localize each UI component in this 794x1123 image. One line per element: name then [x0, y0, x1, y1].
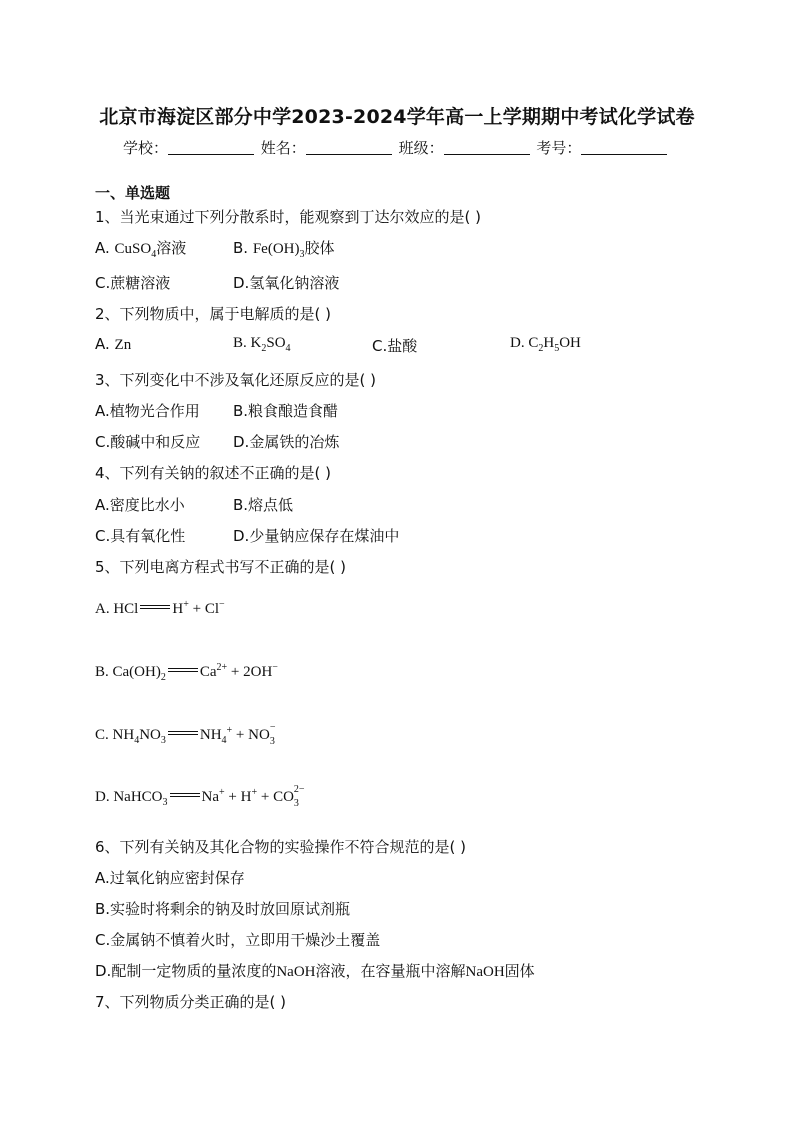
q2-option-a: A. Zn [95, 335, 132, 353]
exam-number-label: 考号： [536, 139, 582, 157]
q5-option-c: C. $NH_4NO_3$ $NH_4^+$ + NO − 3 [95, 727, 278, 744]
question-3-stem: 3、下列变化中不涉及氧化还原反应的是( ) [95, 371, 377, 389]
q3-option-c: C.酸碱中和反应 [95, 433, 201, 451]
section-heading: 一、单选题 [95, 184, 171, 202]
q2-option-b: B. $K_2SO_4$ [233, 335, 291, 354]
question-1-stem: 1、当光束通过下列分散系时，能观察到丁达尔效应的是( ) [95, 208, 482, 226]
student-info-row [123, 137, 669, 158]
exam-title: 北京市海淀区部分中学2023-2024学年高一上学期期中考试化学试卷 [99, 106, 695, 128]
exam-number-blank [581, 140, 667, 155]
q1-option-b: B. $Fe(OH)_3$胶体 [233, 239, 335, 260]
stacked-scripts: − 3 [269, 722, 276, 747]
page-title [0, 102, 794, 129]
question-6-stem: 6、下列有关钠及其化合物的实验操作不符合规范的是( ) [95, 838, 467, 856]
q4-option-b: B.熔点低 [233, 496, 294, 514]
q6-option-d: D.配制一定物质的量浓度的NaOH溶液，在容量瓶中溶解NaOH固体 [95, 962, 535, 980]
q3-option-b: B.粮食酿造食醋 [233, 402, 339, 420]
q6-option-b: B.实验时将剩余的钠及时放回原试剂瓶 [95, 900, 351, 918]
equation-arrow [168, 668, 198, 672]
school-label: 学校： [123, 139, 169, 157]
stacked-scripts: 2− 3 [293, 784, 305, 809]
equation-arrow [170, 793, 200, 797]
question-4-stem: 4、下列有关钠的叙述不正确的是( ) [95, 464, 332, 482]
q4-option-c: C.具有氧化性 [95, 527, 186, 545]
q2-option-c: C.盐酸 [372, 337, 418, 355]
equation-arrow [168, 731, 198, 735]
q1-option-a: A. CuSO$_4$溶液 [95, 239, 187, 260]
q3-option-a: A.植物光合作用 [95, 402, 200, 420]
q6-option-c: C.金属钠不慎着火时，立即用干燥沙土覆盖 [95, 931, 381, 949]
q1-option-d: D.氢氧化钠溶液 [233, 274, 340, 292]
class-blank [444, 140, 530, 155]
class-label: 班级： [398, 139, 444, 157]
q5-option-a: A. HCl H+ + Cl− [95, 599, 225, 617]
school-blank [168, 140, 254, 155]
q6-option-a: A.过氧化钠应密封保存 [95, 869, 245, 887]
q2-option-d: D. $C_2H_5OH$ [510, 335, 581, 354]
name-blank [306, 140, 392, 155]
q3-option-d: D.金属铁的冶炼 [233, 433, 340, 451]
q1-option-c: C.蔗糖溶液 [95, 274, 171, 292]
question-5-stem: 5、下列电离方程式书写不正确的是( ) [95, 558, 347, 576]
q5-option-b: B. $Ca(OH)_2$ $Ca^{2+} + 2OH^-$ [95, 662, 278, 683]
question-2-stem: 2、下列物质中，属于电解质的是( ) [95, 305, 332, 323]
question-7-stem: 7、下列物质分类正确的是( ) [95, 993, 287, 1011]
q4-option-a: A.密度比水小 [95, 496, 185, 514]
q4-option-d: D.少量钠应保存在煤油中 [233, 527, 400, 545]
equation-arrow [140, 605, 170, 609]
name-label: 姓名： [260, 139, 306, 157]
q5-option-d: D. NaHCO$_3$ Na+ + H+ + CO 2− 3 [95, 789, 308, 806]
